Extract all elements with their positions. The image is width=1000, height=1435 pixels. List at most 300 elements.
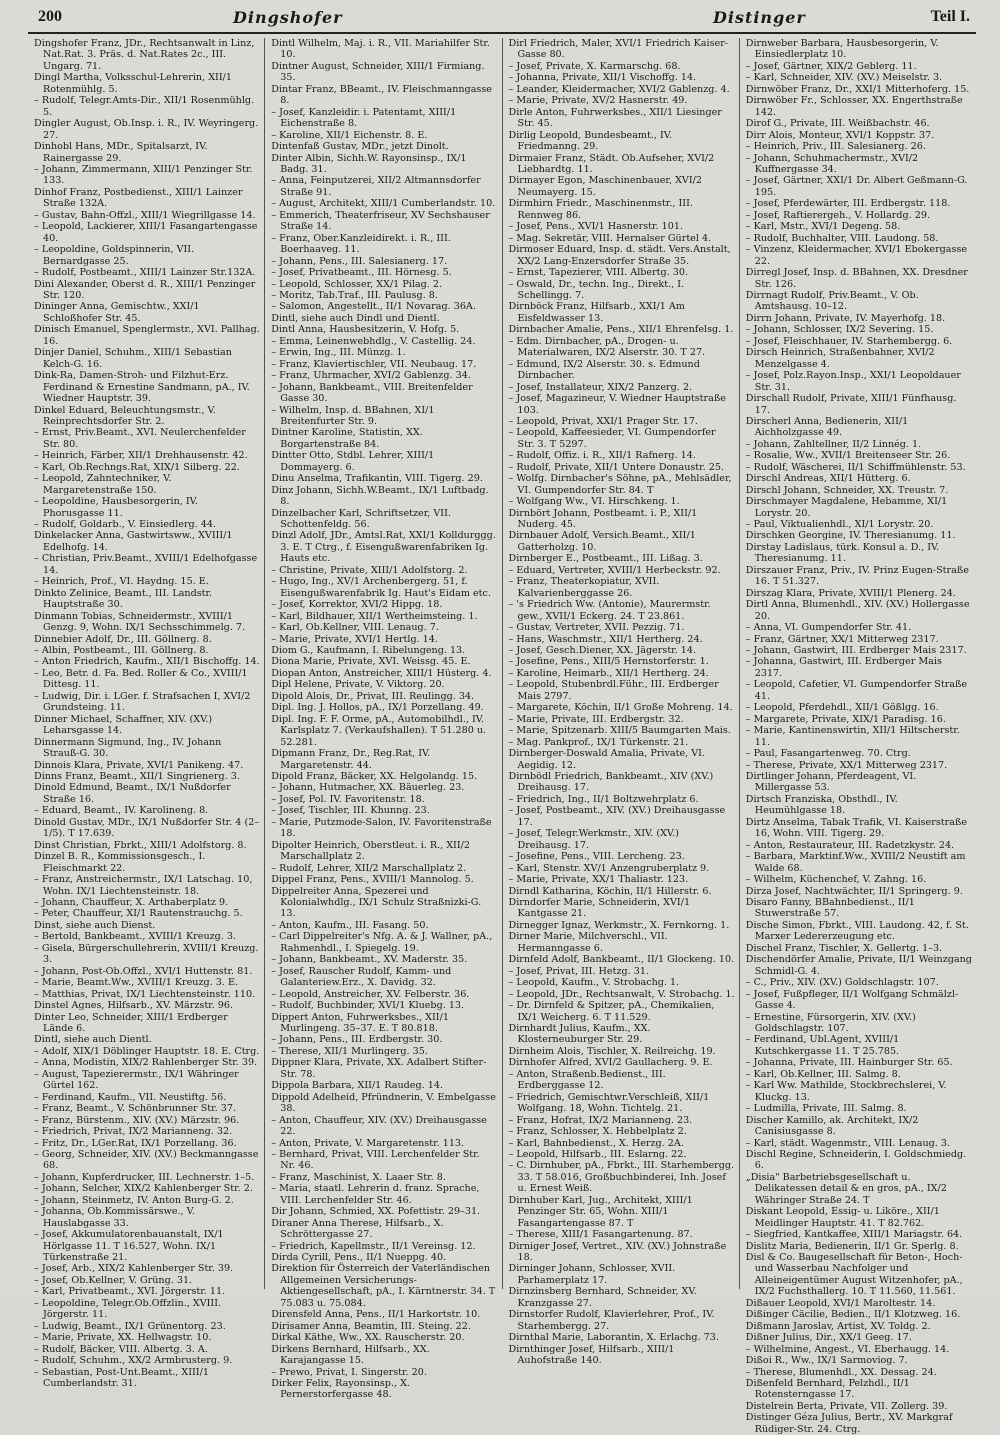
directory-entry: – Josef, Privatbeamt., III. Hörnesg. 5.	[271, 267, 452, 279]
directory-entry: – Christine, Private, XIII/1 Adolfstorg. 2.	[271, 564, 468, 576]
directory-entry: – Rudolf, Telegr.Amts-Dir., XII/1 Rosenmühlg. 5.	[34, 95, 255, 118]
directory-entry: – Therese, Private, XX/1 Mitterweg 2317.	[745, 759, 948, 771]
directory-entry: – Josef, Private, X. Karmarschg. 68.	[508, 60, 681, 72]
column-4	[739, 38, 976, 1435]
directory-entry: – C., Priv., XIV. (XV.) Goldschlagstr. 107.	[745, 977, 939, 989]
directory-entry: – Josef, Ob.Kellner, V. Grüng. 31.	[34, 1274, 193, 1286]
directory-entry: Dirschmayer Magdalene, Hebamme, XI/1 Lorystr. 20.	[745, 496, 948, 519]
column-1	[28, 38, 264, 1390]
directory-entry: – Wilhelm, Küchenchef, V. Zahng. 16.	[745, 874, 927, 886]
directory-entry: – Johann, Zimmermann, XIII/1 Penzinger Str. 133.	[34, 163, 253, 187]
directory-entry: Dirnthinger Josef, Hilfsarb., XIII/1 Auhofstraße 140.	[508, 1343, 675, 1367]
directory-entry: – Rudolf, Buchbinder, XVI/1 Kluebg. 13.	[271, 1000, 465, 1012]
directory-entry: – Johann, Kupferdrucker, III. Lechnerstr. 1–5.	[34, 1171, 255, 1183]
directory-entry: Dippola Barbara, XII/1 Raudeg. 14.	[271, 1080, 443, 1092]
directory-entry: – Paul, Viktualienhdl., XI/1 Lorystr. 20.	[745, 519, 934, 531]
directory-entry: Dirnberger-Doswald Amalia, Private, VI. Aegidig. 12.	[508, 748, 706, 771]
directory-entry: – Heinrich, Prof., VI. Haydng. 15. E.	[34, 576, 209, 588]
directory-entry: – Johanna, Ob.Kommissärswe., V. Hauslabgasse 33.	[34, 1206, 195, 1229]
directory-entry: – Mag. Pankprof., IX/1 Türkenstr. 21.	[508, 736, 689, 748]
directory-entry: Dinz Johann, Sichh.W.Beamt., IX/1 Luftbadg. 8.	[271, 484, 489, 508]
directory-entry: – Peter, Chauffeur, XI/1 Rautenstrauchg. 5.	[34, 908, 243, 920]
directory-entry: Dirnhardt Julius, Kaufm., XX. Klosterneuburger Str. 29.	[508, 1022, 651, 1046]
directory-entry: Disaro Fanny, BBahnbedienst., II/1 Stuwerstraße 57.	[745, 896, 915, 920]
directory-entry: – Gisela, Bürgerschullehrerin, XVIII/1 Kreuzg. 3.	[34, 942, 259, 966]
directory-entry: – Johann, Schuhmachermstr., XVI/2 Kuffnergasse 34.	[745, 152, 919, 175]
directory-entry: Dirtz Anselma, Tabak Trafik, VI. Kaiserstraße 16, Wohn. VIII. Tigerg. 29.	[745, 816, 967, 840]
directory-entry: – Leopold, Kaufm., V. Strobachg. 1.	[508, 977, 680, 989]
directory-entry: – Paul, Fasangartenweg. 70. Ctrg.	[745, 748, 911, 760]
directory-entry: – Johann, Zahltellner, II/2 Linnég. 1.	[745, 438, 922, 450]
directory-entry: – Heinrich, Färber, XII/1 Drehhausenstr. 42.	[34, 450, 248, 462]
directory-entry: Dipl. Ing. J. Hollos, pA., IX/1 Porzellang. 49.	[271, 702, 484, 714]
directory-entry: – Friedrich, Kapellmstr., II/1 Vereinsg. 12.	[271, 1240, 476, 1252]
directory-entry: Dirner Marie, Milchverschl., VII. Hermanngasse 6.	[508, 931, 668, 954]
directory-entry: Dirnzinsberg Bernhard, Schneider, XV. Kranzgasse 27.	[508, 1286, 697, 1309]
directory-entry: – Leopold, Stubenbrdl.Führ., III. Erdberger Mais 2797.	[508, 679, 719, 702]
entry-columns	[28, 38, 976, 1435]
directory-entry: – Marie, Private, XV/2 Hasnerstr. 49.	[508, 95, 688, 107]
column-3	[502, 38, 739, 1367]
directory-entry: – Leopold, Schlosser, XX/1 Pilag. 2.	[271, 278, 443, 290]
directory-entry: – Josef, Gärtner, XXI/1 Dr. Albert Geßmann-G. 195.	[745, 175, 968, 198]
directory-entry: – Marie, Kantinenswirtin, XII/1 Hiltscherstr. 11.	[745, 725, 960, 748]
directory-entry: Dirensfeld Anna, Pens., II/1 Harkortstr. 10.	[271, 1309, 481, 1321]
directory-entry: Dirker Felix, Rayonsinsp., X. Pernerstorfergasse 48.	[271, 1378, 410, 1401]
directory-entry: – Barbara, Marktinf.Ww., XVIII/2 Neustift am Walde 68.	[745, 851, 966, 874]
directory-entry: Dintl, siehe auch Dientl.	[34, 1034, 152, 1046]
directory-entry: – Leopold, Anstreicher, XV. Felberstr. 36.	[271, 988, 470, 1000]
directory-entry: Dippert Anton, Fuhrwerksbes., XII/1 Murlingeng. 35–37. E. T 80.818.	[271, 1011, 449, 1034]
directory-entry: Dirnberger E., Postbeamt., III. Lißag. 3.	[508, 553, 703, 565]
directory-entry: Dirr Alois, Monteur, XVI/1 Koppstr. 37.	[745, 129, 935, 141]
directory-entry: – Anton, Private, V. Margaretenstr. 113.	[271, 1137, 465, 1149]
directory-entry: – Leopold, Zahntechniker, V. Margaretenstraße 150.	[34, 473, 172, 496]
directory-entry: Dintner August, Schneider, XIII/1 Firmiang. 35.	[271, 60, 485, 84]
directory-entry: – Josef, Rauscher Rudolf, Kamm- und Galanteriew.Erz., X. Davidg. 32.	[271, 965, 452, 989]
directory-entry: Dinkel Eduard, Beleuchtungsmstr., V. Reinprechtsdorfer Str. 2.	[34, 404, 216, 427]
directory-entry: – Anton, Chauffeur, XIV. (XV.) Dreihausgasse 22.	[271, 1114, 487, 1138]
directory-entry: – Leopold, Privat, XXI/1 Prager Str. 17.	[508, 415, 698, 427]
directory-entry: – Josef, Korrektor, XVI/2 Hippg. 18.	[271, 599, 443, 611]
directory-entry: – Josefine, Pens., XIII/5 Hernstorferstr. 1.	[508, 656, 709, 668]
directory-entry: – Leopold, Hilfsarb., III. Eslarng. 22.	[508, 1148, 687, 1160]
directory-entry: Dirregl Josef, Insp. d. BBahnen, XX. Dresdner Str. 126.	[745, 267, 968, 290]
directory-entry: Dinjer Daniel, Schuhm., XIII/1 Sebastian Kelch-G. 16.	[34, 347, 232, 370]
directory-entry: Dinstel Agnes, Hilfsarb., XV. Märzstr. 96.	[34, 1000, 234, 1012]
directory-entry: Dirschl Andreas, XII/1 Hütterg. 6.	[745, 473, 911, 485]
directory-entry: Dirnegger Ignaz, Werkmstr., X. Fernkorng. 1.	[508, 919, 730, 931]
directory-entry: – Rudolf, Bäcker, VIII. Albertg. 3. A.	[34, 1343, 208, 1355]
directory-entry: – Bernhard, Privat, VIII. Lerchenfelder Str. Nr. 46.	[271, 1148, 480, 1172]
directory-entry: – Josef, Raftierergeh., V. Hollardg. 29.	[745, 209, 931, 221]
directory-entry: Dinns Franz, Beamt., XII/1 Singrienerg. 3.	[34, 771, 240, 782]
directory-entry: Dirnböck Franz, Hilfsarb., XXI/1 Am Eisfeldwasser 13.	[508, 301, 685, 324]
directory-entry: – Anna, Feinputzerei, XII/2 Altmannsdorfer Straße 91.	[271, 175, 481, 198]
directory-entry: – Friedrich, Privat, IX/2 Marianneng. 32.	[34, 1126, 233, 1138]
directory-entry: – Ludwig, Beamt., IX/1 Grünentorg. 23.	[34, 1320, 226, 1332]
directory-entry: Dinter Albin, Sichh.W. Rayonsinsp., IX/1 Badg. 31.	[271, 152, 467, 175]
directory-entry: – Karl, Mstr., XVI/1 Degeng. 58.	[745, 221, 901, 233]
directory-entry: Dir Johann, Schmied, XX. Pofettistr. 29–31.	[271, 1206, 481, 1218]
directory-entry: Dinnermann Sigmund, Ing., IV. Johann Strauß-G. 30.	[34, 736, 222, 760]
directory-entry: – Marie, Beamt.Ww., XVIII/1 Kreuzg. 3. E.	[34, 977, 239, 989]
directory-entry: – Marie, Private, XX/1 Thaliastr. 123.	[508, 874, 689, 886]
directory-entry: Dirndl Katharina, Köchin, II/1 Hillerstr. 6.	[508, 885, 712, 897]
directory-entry: – Bertold, Bankbeamt., XVIII/1 Kreuzg. 3.	[34, 931, 237, 943]
directory-entry: Diskant Leopold, Essig- u. Liköre., XII/1 Meidlinger Hauptstr. 41. T 82.762.	[745, 1206, 940, 1229]
directory-entry: Dippel Franz, Pens., XVIII/1 Mannolog. 5.	[271, 874, 474, 886]
directory-entry: – Franz, Hofrat, IX/2 Marianneng. 23.	[508, 1114, 693, 1126]
directory-entry: – Josef, Fleischhauer, IV. Starhembergg. 6.	[745, 335, 953, 347]
directory-entry: Dintenfaß Gustav, MDr., jetzt Dinolt.	[271, 141, 449, 153]
directory-entry: Dirninger Johann, Schlosser, XVII. Parhamerplatz 17.	[508, 1263, 676, 1286]
directory-entry: Dirkal Käthe, Ww., XX. Rauscherstr. 20.	[271, 1332, 465, 1344]
directory-entry: Dißinger Cäcilie, Bedien., II/1 Klotzweg. 16.	[745, 1309, 961, 1321]
directory-entry: Dinter Leo, Schneider, XIII/1 Erdberger Lände 6.	[34, 1011, 228, 1034]
page-number: 200	[38, 8, 62, 25]
directory-entry: – Margarete, Köchin, II/1 Große Mohreng. 14.	[508, 702, 733, 714]
directory-entry: Dißoi R., Ww., IX/1 Sarmoviog. 7.	[745, 1355, 908, 1367]
directory-entry: – Rosalie, Ww., XVII/1 Breitenseer Str. 26.	[745, 450, 951, 462]
directory-entry: – Franz, Bürstenm., XIV. (XV.) Märzstr. 96.	[34, 1114, 240, 1126]
directory-entry: – Christian, Priv.Beamt., XVIII/1 Edelhofgasse 14.	[34, 553, 258, 576]
directory-entry: Dirle Anton, Fuhrwerksbes., XII/1 Liesinger Str. 45.	[508, 106, 722, 130]
directory-entry: Dininger Anna, Gemischtw., XXI/1 Schloßhofer Str. 45.	[34, 301, 200, 324]
directory-entry: Dirnweber Barbara, Hausbesorgerin, V. Einsiedlerplatz 10.	[745, 38, 939, 61]
directory-entry: Dinold Edmund, Beamt., IX/1 Nußdorfer Straße 16.	[34, 782, 231, 805]
directory-entry: – Karl, städt. Wagenmstr., VIII. Lenaug. 3.	[745, 1137, 951, 1149]
directory-entry: Dißmann Jaroslav, Artist, XV. Toldg. 2.	[745, 1320, 931, 1332]
directory-entry: „Disia" Barbetriebsgesellschaft u. Delikatessen detail & en gros, pA., IX/2 Währinger Straße 24. T	[745, 1171, 947, 1206]
directory-entry: – Anna, VI. Gumpendorfer Str. 41.	[745, 622, 912, 634]
directory-entry: Discher Kamillo, ak. Architekt, IX/2 Canisiusgasse 8.	[745, 1114, 919, 1138]
directory-entry: Dislitz Maria, Bedienerin, II/1 Gr. Sperlg. 8.	[745, 1240, 959, 1252]
directory-entry: – Leopoldine, Goldspinnerin, VII. Bernardgasse 25.	[34, 244, 195, 267]
directory-entry: – Johann, Hutmacher, XX. Bäuerleg. 23.	[271, 782, 465, 794]
directory-entry: – Josef, Installateur, XIX/2 Panzerg. 2.	[508, 381, 693, 393]
directory-entry: Dinst Christian, Fbrkt., XIII/1 Adolfstorg. 8.	[34, 839, 247, 851]
directory-entry: Dirnhuber Karl, Jug., Architekt, XIII/1 Penzinger Str. 65, Wohn. XIII/1 Fasangartengasse 87. T	[508, 1194, 693, 1229]
directory-entry: Dirmoser Eduard, Insp. d. städt. Vers.Anstalt, XX/2 Lang-Enzersdorfer Straße 35.	[508, 244, 731, 267]
directory-entry: – Eduard, Vertreter, XVIII/1 Herbeckstr. 92.	[508, 564, 721, 576]
directory-entry: Dini Alexander, Oberst d. R., XIII/1 Penzinger Str. 120.	[34, 278, 256, 301]
directory-entry: – Josef, Tischler, III. Khunng. 23.	[271, 805, 430, 817]
directory-entry: – Josef, Kanzleidir. i. Patentamt, XIII/1 Eichenstraße 8.	[271, 106, 457, 130]
directory-entry: – Therese, XIII/1 Fasangartenung. 87.	[508, 1229, 693, 1241]
directory-entry: – Marie, Putzmode-Salon, IV. Favoritenstraße 18.	[271, 816, 492, 840]
page-header	[28, 6, 976, 34]
directory-entry: – Johann, Schlosser, IX/2 Severing. 15.	[745, 324, 934, 336]
directory-entry: – 's Friedrich Ww. (Antonie), Maurermstr. gew., XVII/1 Eckerg. 24. T 23.861.	[508, 599, 711, 622]
directory-entry: Dirsch Heinrich, Straßenbahner, XVI/2 Menzelgasse 4.	[745, 347, 935, 370]
directory-entry: Disl & Co. Baugesellschaft für Beton-, Hoch- und Wasserbau Nachfolger und Alleineigentümer August Witzenhofer, pA., IX/2 Fuchsthallerg. 10. T 11.560, 11.561.	[745, 1252, 963, 1298]
directory-entry: – Karl, Ob.Kellner, III. Salmg. 8.	[745, 1068, 901, 1080]
directory-entry: – Karl, Ob.Kellner, VIII. Lenaug. 7.	[271, 622, 439, 634]
directory-entry: – Karl, Schneider, XIV. (XV.) Meiselstr. 3.	[745, 72, 943, 84]
directory-entry: Dirszauer Franz, Priv., IV. Prinz Eugen-Straße 16. T 51.327.	[745, 564, 969, 588]
directory-entry: – Dr. Dirnfeld & Spitzer, pA., Chemikalien, IX/1 Weicherg. 6. T 11.529.	[508, 1000, 715, 1023]
directory-entry: Dirnbödl Friedrich, Bankbeamt., XIV (XV.) Dreihausg. 17.	[508, 771, 714, 794]
directory-entry: – Therese, XII/1 Murlingerg. 35.	[271, 1045, 428, 1057]
directory-entry: – Leo, Betr. d. Fa. Bed. Roller & Co., XVIII/1 Dittesg. 11.	[34, 667, 248, 691]
directory-entry: Dippner Klara, Private, XX. Adalbert Stifter-Str. 78.	[271, 1057, 487, 1080]
directory-entry: Dirtl Anna, Blumenhdl., XIV. (XV.) Hollergasse 20.	[745, 599, 970, 622]
directory-entry: – Hans, Waschmstr., XII/1 Hertherg. 24.	[508, 633, 703, 645]
directory-entry: – Oswald, Dr., techn. Ing., Direkt., I. Schellingg. 7.	[508, 278, 685, 301]
directory-entry: – Leopold, Pferdehdl., XII/1 Gößlgg. 16.	[745, 702, 939, 714]
directory-entry: – Karl, Bahnbedienst., X. Herzg. 2A.	[508, 1137, 684, 1149]
directory-entry: Dirrnagt Rudolf, Priv.Beamt., V. Ob. Amtshausg. 10–12.	[745, 289, 919, 313]
directory-entry: – Anton Friedrich, Kaufm., XII/1 Bischoffg. 14.	[34, 656, 260, 668]
directory-entry: Direktion für Österreich der Vaterländischen Allgemeinen Versicherungs-Aktiengesellschaft, pA., I. Kärntnerstr. 34. T 75.083 u. 75.084.	[271, 1263, 496, 1309]
directory-entry: – Rudolf, Postbeamt., XIII/1 Lainzer Str.132A.	[34, 267, 256, 279]
directory-entry: – Franz, Uhrmacher, XVI/2 Gablenzg. 34.	[271, 370, 471, 382]
column-2	[264, 38, 501, 1401]
directory-entry: – Anton, Restaurateur, III. Radetzkystr. 24.	[745, 839, 955, 851]
directory-entry: – Josef, Akkumulatorenbauanstalt, IX/1 Hörlgasse 11. T 16.527, Wohn. IX/1 Türkenstraße 21.	[34, 1229, 224, 1264]
directory-entry: – Rudolf, Schuhm., XX/2 Armbrusterg. 9.	[34, 1355, 233, 1367]
directory-entry: Dinkelacker Anna, Gastwirtsww., XVIII/1 Edelhofg. 14.	[34, 530, 233, 553]
directory-entry: Dirnthal Marie, Laborantin, X. Erlachg. 73.	[508, 1332, 719, 1344]
directory-entry: Dirnstorfer Rudolf, Klavierlehrer, Prof., IV. Starhembergg. 27.	[508, 1309, 715, 1332]
directory-entry: – Rudolf, Offiz. i. R., XII/1 Rafnerg. 14.	[508, 450, 696, 462]
directory-entry: Distelrein Berta, Private, VII. Zollerg. 39.	[745, 1400, 948, 1412]
directory-entry: Dißenfeld Bernhard, Pelzhdl., II/1 Rotensterngasse 17.	[745, 1378, 910, 1401]
directory-entry: Dirnheim Alois, Tischler, X. Reilreichg. 19.	[508, 1045, 716, 1057]
part-label: Teil I.	[930, 8, 970, 25]
directory-entry: – Josef, Gesch.Diener, XX. Jägerstr. 14.	[508, 645, 697, 657]
directory-entry: Dinkto Zelinice, Beamt., III. Landstr. Hauptstraße 30.	[34, 587, 213, 611]
directory-entry: – Johanna, Private, III. Hainburger Str. 65.	[745, 1057, 953, 1069]
directory-entry: – Leopold, Kaffeesieder, VI. Gumpendorfer Str. 3. T 5297.	[508, 427, 716, 450]
directory-entry: – Josef, Pferdewärter, III. Erdbergstr. 118.	[745, 198, 951, 210]
directory-entry: Dirrn Johann, Private, IV. Mayerhofg. 18.	[745, 312, 946, 324]
directory-entry: Diona Marie, Private, XVI. Weissg. 45. E.	[271, 656, 471, 668]
directory-entry: – Fritz, Dr., LGer.Rat, IX/1 Porzellang. 36.	[34, 1137, 237, 1149]
directory-entry: Dippelreiter Anna, Spezerei und Kolonialwhdlg., IX/1 Schulz Straßnizki-G. 13.	[271, 885, 482, 920]
directory-entry: Dintl Anna, Hausbesitzerin, V. Hofg. 5.	[271, 324, 460, 336]
directory-entry: Distinger Géza Julius, Bertr., XV. Markgraf Rüdiger-Str. 24. Ctrg.	[745, 1412, 953, 1435]
directory-entry: Dirof G., Private, III. Weißbachstr. 46.	[745, 118, 930, 130]
directory-entry: – Adolf, XIX/1 Döblinger Hauptstr. 18. E. Ctrg.	[34, 1045, 260, 1057]
directory-entry: – Karl, Privatbeamt., XVI. Jörgerstr. 11.	[34, 1286, 226, 1298]
directory-entry: Dipold Franz, Bäcker, XX. Helgolandg. 15.	[271, 771, 478, 782]
directory-entry: – Josef, Pens., XVI/1 Hasnerstr. 101.	[508, 221, 683, 233]
directory-entry: – Johann, Selcher, XIX/2 Kahlenberger Str. 2.	[34, 1183, 253, 1195]
directory-entry: – Leopoldine, Telegr.Ob.Offzlin., XVIII. Jörgerstr. 11.	[34, 1297, 222, 1321]
directory-entry: – Karl, Bildhauer, XII/1 Wertheimsteing. 1.	[271, 610, 478, 622]
directory-entry: – Friedrich, Ing., II/1 Boltzwehrplatz 6.	[508, 793, 699, 805]
directory-entry: – Ernestine, Fürsorgerin, XIV. (XV.) Goldschlagstr. 107.	[745, 1011, 916, 1034]
directory-entry: – Rudolf, Goldarb., V. Einsiedlerg. 44.	[34, 519, 217, 531]
directory-entry: Dirlig Leopold, Bundesbeamt., IV. Friedmanng. 29.	[508, 129, 673, 153]
directory-entry: Dingler August, Ob.Insp. i. R., IV. Weyringerg. 27.	[34, 118, 259, 141]
directory-entry: Dinhof Franz, Postbedienst., XIII/1 Lainzer Straße 132A.	[34, 186, 243, 210]
directory-entry: – Maria, staatl. Lehrerin d. franz. Sprache, VIII. Lerchenfelder Str. 46.	[271, 1183, 480, 1206]
directory-entry: – Carl Dippelreiter's Nfg. A. & J. Wallner, pA., Rahmenhdl., I. Spiegelg. 19.	[271, 931, 493, 954]
directory-entry: – Johanna, Private, XII/1 Vischoffg. 14.	[508, 72, 697, 84]
directory-entry: Dirschl Johann, Schneider, XX. Treustr. 7.	[745, 484, 949, 496]
directory-entry: – Josef, Privat, III. Hetzg. 31.	[508, 965, 650, 977]
directory-entry: Dinner Michael, Schaffner, XIV. (XV.) Leharsgasse 14.	[34, 713, 213, 737]
directory-entry: Dirschken Georgine, IV. Theresianumg. 11.	[745, 530, 956, 542]
directory-entry: Dirnbört Johann, Postbeamt. i. P., XII/1 Nuderg. 45.	[508, 507, 698, 531]
directory-entry: – Wilhelmine, Angest., VI. Eberhaugg. 14.	[745, 1343, 950, 1355]
directory-entry: – Franz, Maschinist, X. Laaer Str. 8.	[271, 1171, 446, 1183]
directory-entry: Dirkens Bernhard, Hilfsarb., XX. Karajangasse 15.	[271, 1343, 430, 1367]
directory-entry: – Rudolf, Private, XII/1 Untere Donaustr. 25.	[508, 461, 725, 473]
directory-entry: Dink-Ra, Damen-Stroh- und Filzhut-Erz. Ferdinand & Ernestine Sandmann, pA., IV. Wiedner Hauptstr. 39.	[34, 370, 250, 405]
directory-entry: Dirschall Rudolf, Private, XIII/1 Fünfhausg. 17.	[745, 393, 957, 416]
directory-entry: – Ferdinand, Kaufm., VII. Neustiftg. 56.	[34, 1091, 227, 1103]
directory-entry: Dirtlinger Johann, Pferdeagent, VI. Millergasse 53.	[745, 771, 917, 794]
directory-entry: Dirszag Klara, Private, XVIII/1 Plenerg. 24.	[745, 587, 956, 599]
directory-entry: – Ferdinand, Ubl.Agent, XVIII/1 Kutschkergasse 11. T 25.785.	[745, 1034, 900, 1057]
directory-entry: – Edmund, IX/2 Alserstr. 30. s. Edmund Dirnbacher.	[508, 358, 700, 382]
directory-entry: – Anton, Straßenb.Bedienst., III. Erdberggasse 12.	[508, 1068, 666, 1092]
directory-entry: – Marie, Private, III. Erdbergstr. 32.	[508, 713, 684, 725]
directory-entry: – Josef, Fußpfleger, II/1 Wolfgang Schmälzl-Gasse 4.	[745, 988, 959, 1012]
directory-entry: – Friedrich, Gemischtwr.Verschleiß, XII/1 Wolfgang. 18, Wohn. Tichtelg. 21.	[508, 1091, 710, 1115]
directory-entry: – Karoline, Heimarb., XII/1 Hertherg. 24.	[508, 667, 709, 679]
directory-entry: – Johann, Bankbeamt., XV. Maderstr. 35.	[271, 954, 468, 966]
directory-entry: – Karl Ww. Mathilde, Stockbrechslerei, V. Kluckg. 13.	[745, 1080, 947, 1103]
directory-entry: – Leopold, Cafetier, VI. Gumpendorfer Straße 41.	[745, 679, 968, 702]
directory-entry: Dinisch Emanuel, Spenglermstr., XVI. Pallhag. 16.	[34, 324, 260, 347]
directory-entry: – Matthias, Privat, IX/1 Liechtensteinstr. 110.	[34, 988, 256, 1000]
directory-entry: Dipmann Franz, Dr., Reg.Rat, IV. Margaretenstr. 44.	[271, 748, 431, 771]
directory-entry: – Franz, Anstreichermstr., IX/1 Latschag. 10, Wohn. IX/1 Liechtensteinstr. 18.	[34, 874, 253, 897]
directory-entry: – Johann, Gastwirt, III. Erdberger Mais 2317.	[745, 645, 967, 657]
directory-entry: – Marie, Private, XX. Hellwagstr. 10.	[34, 1332, 212, 1344]
directory-entry: – Johann, Pens., III. Erdbergstr. 30.	[271, 1034, 443, 1046]
directory-entry: – Josef, Polz.Rayon.Insp., XXI/1 Leopoldauer Str. 31.	[745, 370, 961, 393]
directory-entry: – Johann, Bankbeamt., VIII. Breitenfelder Gasse 30.	[271, 381, 473, 405]
directory-entry: Dischel Franz, Tischler, X. Gellertg. 1–3.	[745, 942, 943, 954]
directory-entry: – Josefine, Pens., VIII. Lercheng. 23.	[508, 851, 685, 863]
directory-entry: – Wolfgang Ww., VI. Hirschkeng. 1.	[508, 496, 680, 508]
directory-entry: Dirisamer Anna, Beamtin, III. Steing. 22.	[271, 1320, 471, 1332]
directory-entry: Dintter Otto, Stdbl. Lehrer, XIII/1 Dommayerg. 6.	[271, 450, 435, 473]
directory-entry: Dinzl Adolf, JDr., Amtsl.Rat, XXI/1 Kolldurggg. 3. E. T Ctrg., f. Eisengußwarenfabriken Ig. Hauts etc.	[271, 530, 496, 565]
directory-entry: – Margarete, Private, XIX/1 Paradisg. 16.	[745, 713, 946, 725]
directory-entry: Dirnfeld Adolf, Bankbeamt., II/1 Glockeng. 10.	[508, 954, 735, 966]
directory-entry: – Josef, Magazineur, V. Wiedner Hauptstraße 103.	[508, 393, 726, 416]
directory-entry: – Josef, Telegr.Werkmstr., XIV. (XV.) Dreihausg. 17.	[508, 828, 679, 851]
directory-entry: – Marie, Spitzenarb. XIII/5 Baumgarten Mais.	[508, 725, 731, 737]
directory-entry: Dirndorfer Marie, Schneiderin, XVI/1 Kantgasse 21.	[508, 896, 691, 920]
directory-entry: Dinhobl Hans, MDr., Spitalsarzt, IV. Rainergasse 29.	[34, 141, 208, 164]
directory-entry: Dischl Regine, Schneiderin, I. Goldschmiedg. 6.	[745, 1148, 967, 1172]
directory-entry: – Emma, Leinenwebhdlg., V. Castellig. 24.	[271, 335, 476, 347]
directory-entry: Dingshofer Franz, JDr., Rechtsanwalt in Linz, Nat.Rat. 3. Präs. d. Nat.Rates 2c., III. Ungarg. 71.	[34, 38, 255, 72]
right-running-head: Distinger	[713, 8, 806, 27]
directory-entry: – Rudolf, Lehrer, XII/2 Marschallplatz 2.	[271, 862, 467, 874]
directory-entry: – Siegfried, Kantkaffee, XIII/1 Mariagstr. 64.	[745, 1229, 963, 1241]
directory-entry: Dirmhirn Friedr., Maschinenmstr., III. Rennweg 86.	[508, 198, 693, 221]
directory-entry: – Marie, Private, XVI/1 Hertlg. 14.	[271, 633, 438, 645]
directory-entry: – Anton, Kaufm., III. Fasang. 50.	[271, 919, 429, 931]
directory-entry: Dirda Cyrill, Pens., II/1 Nueppg. 40.	[271, 1252, 447, 1264]
directory-entry: – C. Dirnhuber, pA., Fbrkt., III. Starhembergg. 33. T 58.016, Großbuchbinderei, Inh. Josef u. Ernest Weiß.	[508, 1160, 735, 1195]
directory-entry: – Josef, Pol. IV. Favoritenstr. 18.	[271, 793, 425, 805]
directory-entry: – Johann, Chauffeur, X. Arthaberplatz 9.	[34, 896, 229, 908]
directory-entry: – Ludwig, Dir. i. LGer. f. Strafsachen I, XVI/2 Grundsteing. 11.	[34, 690, 251, 714]
directory-entry: Dirl Friedrich, Maler, XVI/1 Friedrich Kaiser-Gasse 80.	[508, 38, 729, 61]
directory-entry: – Ludmilla, Private, III. Salmg. 8.	[745, 1103, 907, 1115]
directory-entry: – Edm. Dirnbacher, pA., Drogen- u. Materialwaren, IX/2 Alserstr. 30. T 27.	[508, 335, 706, 359]
directory-entry: – Emmerich, Theaterfriseur, XV Sechshauser Straße 14.	[271, 209, 490, 233]
directory-entry: – Mag. Sekretär, VIII. Hernalser Gürtel 4.	[508, 232, 712, 244]
directory-entry: – Josef, Postbeamt., XIV. (XV.) Dreihausgasse 17.	[508, 805, 726, 828]
directory-entry: Dinst, siehe auch Dienst.	[34, 919, 156, 931]
directory-entry: Dirniger Josef, Vertret., XIV. (XV.) Johnstraße 18.	[508, 1240, 727, 1264]
directory-entry: Dirnbacher Amalie, Pens., XII/1 Ehrenfelsg. 1.	[508, 324, 734, 336]
directory-entry: – Eduard, Beamt., IV. Karolineng. 8.	[34, 805, 209, 817]
directory-entry: Dipl. Ing. F. F. Orme, pA., Automobilhdl., IV. Karlsplatz 7. (Verkaufshallen). T 51.280 u. 52.281.	[271, 713, 487, 748]
directory-entry: Dinzelbacher Karl, Schriftsetzer, VII. Schottenfeldg. 56.	[271, 507, 451, 531]
directory-entry: – Johanna, Gastwirt, III. Erdberger Mais 2317.	[745, 656, 942, 679]
directory-entry: – Leopoldine, Hausbesorgerin, IV. Phorusgasse 11.	[34, 496, 198, 519]
directory-entry: – Hugo, Ing., XV/1 Archenbergerg. 51, f. Eisengußwarenfabrik Ig. Haut's Eidam etc.	[271, 576, 491, 599]
directory-entry: – Franz, Gärtner, XX/1 Mitterweg 2317.	[745, 633, 939, 645]
directory-entry: – Johann, Post-Ob.Offzl., XVI/1 Huttenstr. 81.	[34, 965, 253, 977]
directory-entry: Dintner Karoline, Statistin, XX. Borgartenstraße 84.	[271, 427, 423, 450]
directory-entry: – Johann, Pens., III. Salesianerg. 17.	[271, 255, 448, 267]
directory-entry: Dirza Josef, Nachtwächter, II/1 Springerg. 9.	[745, 885, 963, 897]
directory-entry: – Leopold, JDr., Rechtsanwalt, V. Strobachg. 1.	[508, 988, 735, 1000]
directory-entry: Dingl Martha, Volksschul-Lehrerin, XII/1 Rotenmühlg. 5.	[34, 72, 232, 95]
directory-entry: – Karoline, XII/1 Eichenstr. 8. E.	[271, 129, 428, 141]
directory-entry: Diraner Anna Therese, Hilfsarb., X. Schröttergasse 27.	[271, 1217, 444, 1241]
directory-entry: – Franz, Beamt., V. Schönbrunner Str. 37.	[34, 1103, 237, 1115]
directory-entry: – August, Tapezierermstr., IX/1 Währinger Gürtel 162.	[34, 1068, 239, 1092]
directory-entry: – Albin, Postbeamt., III. Göllnerg. 8.	[34, 645, 209, 657]
directory-entry: Dinzel B. R., Kommissionsgesch., I. Fleischmarkt 22.	[34, 851, 206, 874]
directory-entry: Dißauer Leopold, XVI/1 Maroltestr. 14.	[745, 1297, 936, 1309]
directory-entry: – Franz, Ober.Kanzleidirekt. i. R., III. Boerhaaveg. 11.	[271, 232, 451, 256]
directory-entry: Dippold Adelheid, Pfründnerin, V. Embelgasse 38.	[271, 1091, 496, 1115]
directory-entry: – Leander, Kleidermacher, XVI/2 Gablenzg. 4.	[508, 83, 730, 95]
directory-entry: – Wolfg. Dirnbacher's Söhne, pA., Mehlsädler, VI. Gumpendorfer Str. 84. T	[508, 473, 732, 496]
directory-entry: – Franz, Schlosser, X. Hebbelplatz 2.	[508, 1126, 687, 1138]
directory-entry: – Franz, Klaviertischler, VII. Neubaug. 17.	[271, 358, 477, 370]
directory-entry: – Josef, Arb., XIX/2 Kahlenberger Str. 39.	[34, 1263, 234, 1275]
directory-entry: Dirnwöber Fr., Schlosser, XX. Engerthstraße 142.	[745, 95, 963, 118]
directory-entry: Dirscherl Anna, Bedienerin, XII/1 Aichholzgasse 49.	[745, 415, 909, 439]
directory-entry: Dinmann Tobias, Schneidermstr., XVIII/1 Genzg. 9, Wohn. IX/1 Sechsschimmelg. 7.	[34, 610, 246, 634]
directory-entry: Dintl Wilhelm, Maj. i. R., VII. Mariahilfer Str. 10.	[271, 38, 490, 61]
directory-entry: Dintl, siehe auch Dindl und Dientl.	[271, 312, 440, 324]
directory-entry: – Ernst, Priv.Beamt., XVI. Neulerchenfelder Str. 80.	[34, 427, 246, 450]
directory-entry: – Erwin, Ing., III. Münzg. 1.	[271, 347, 406, 359]
directory-entry: – Johann, Steinmetz, IV. Anton Burg-G. 2.	[34, 1194, 234, 1206]
directory-entry: Dinold Gustav, MDr., IX/1 Nußdorfer Str. 4 (2–1/5). T 17.639.	[34, 816, 260, 840]
directory-entry: Dinnois Klara, Private, XVI/1 Panikeng. 47.	[34, 759, 244, 771]
directory-entry: – Therese, Blumenhdl., XX. Dessag. 24.	[745, 1366, 937, 1378]
directory-entry: – Ernst, Tapezierer, VIII. Albertg. 30.	[508, 267, 689, 279]
directory-entry: – Vinzenz, Kleidermacher, XVI/1 Ebokergasse 22.	[745, 244, 968, 267]
directory-entry: – Georg, Schneider, XIV. (XV.) Beckmanngasse 68.	[34, 1148, 259, 1172]
directory-entry: – Karl, Stenstr. XV/1 Anzengruberplatz 9.	[508, 862, 710, 874]
directory-entry: Dirmaier Franz, Städt. Ob.Aufseher, XVI/2 Liebhardtg. 11.	[508, 152, 715, 175]
directory-entry: – Wilhelm, Insp. d. BBahnen, XI/1 Breitenfurter Str. 9.	[271, 404, 435, 427]
directory-entry: – Salomon, Angestellt., II/1 Novarag. 36A.	[271, 301, 476, 313]
directory-entry: Dipl Helene, Private, V. Viktorg. 20.	[271, 679, 445, 691]
directory-entry: – Prewo, Privat, I. Singerstr. 20.	[271, 1366, 427, 1378]
directory-entry: – Rudolf, Wäscherei, II/1 Schiffmühlenstr. 53.	[745, 461, 966, 473]
